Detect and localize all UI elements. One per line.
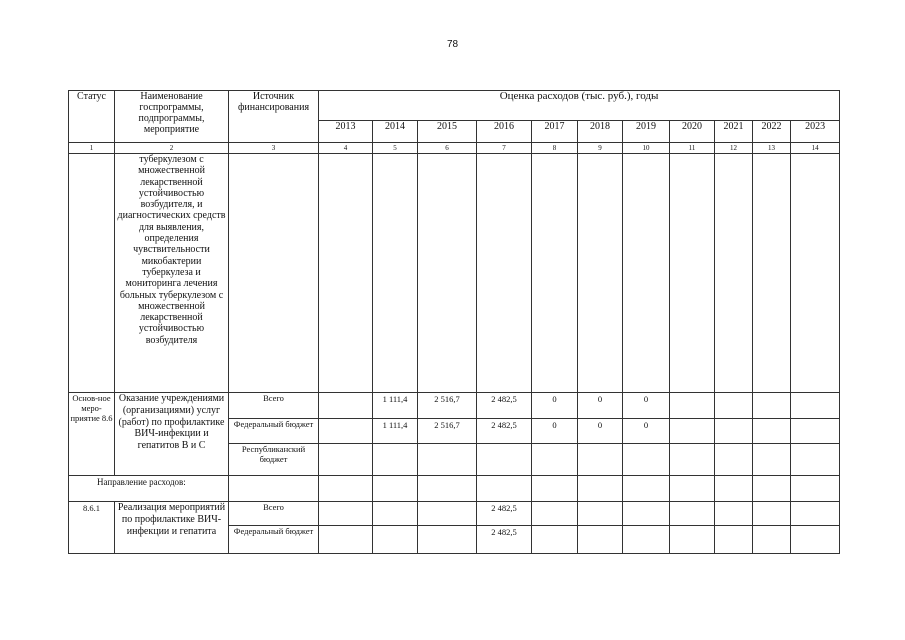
value-cell xyxy=(418,502,477,526)
value-cell: 2 516,7 xyxy=(418,419,477,444)
funding-source: Республиканский бюджет xyxy=(229,444,319,476)
header-name: Наименование госпрограммы, подпрограммы, мероприятие xyxy=(115,91,229,143)
value-cell xyxy=(791,393,840,419)
column-number: 2 xyxy=(115,143,229,154)
value-cell xyxy=(670,502,715,526)
value-cell xyxy=(753,444,791,476)
value-cell: 2 482,5 xyxy=(477,419,532,444)
funding-source: Федеральный бюджет xyxy=(229,419,319,444)
column-number: 11 xyxy=(670,143,715,154)
value-cell: 1 111,4 xyxy=(373,393,418,419)
value-cell: 0 xyxy=(532,419,578,444)
value-cell xyxy=(670,444,715,476)
value-cell xyxy=(791,526,840,554)
value-cell xyxy=(670,419,715,444)
value-cell xyxy=(373,444,418,476)
value-cell xyxy=(791,502,840,526)
header-year: 2014 xyxy=(373,121,418,143)
header-year: 2013 xyxy=(319,121,373,143)
value-cell xyxy=(319,526,373,554)
value-cell xyxy=(532,526,578,554)
header-status: Статус xyxy=(69,91,115,143)
value-cell xyxy=(373,526,418,554)
column-number: 3 xyxy=(229,143,319,154)
value-cell xyxy=(319,502,373,526)
value-cell xyxy=(418,444,477,476)
header-year: 2023 xyxy=(791,121,840,143)
value-cell xyxy=(578,444,623,476)
value-cell xyxy=(532,444,578,476)
column-number: 10 xyxy=(623,143,670,154)
value-cell xyxy=(670,393,715,419)
funding-source: Всего xyxy=(229,393,319,419)
event-status: Основ-ное меро-приятие 8.6 xyxy=(69,393,115,476)
event-name: Реализация мероприятий по профилактике ВИЧ-инфекции и гепатита xyxy=(115,502,229,554)
column-number: 8 xyxy=(532,143,578,154)
header-year: 2015 xyxy=(418,121,477,143)
value-cell xyxy=(715,419,753,444)
value-cell xyxy=(670,526,715,554)
column-number: 6 xyxy=(418,143,477,154)
header-year: 2017 xyxy=(532,121,578,143)
value-cell: 2 482,5 xyxy=(477,502,532,526)
funding-source: Всего xyxy=(229,502,319,526)
value-cell xyxy=(319,444,373,476)
event-status: 8.6.1 xyxy=(69,502,115,554)
value-cell: 0 xyxy=(623,419,670,444)
value-cell: 2 516,7 xyxy=(418,393,477,419)
value-cell: 0 xyxy=(578,419,623,444)
value-cell: 1 111,4 xyxy=(373,419,418,444)
column-number: 14 xyxy=(791,143,840,154)
column-number: 4 xyxy=(319,143,373,154)
header-year: 2019 xyxy=(623,121,670,143)
value-cell xyxy=(753,526,791,554)
value-cell xyxy=(418,526,477,554)
header-year: 2018 xyxy=(578,121,623,143)
value-cell: 0 xyxy=(623,393,670,419)
page-number: 78 xyxy=(446,39,459,50)
table-row xyxy=(69,476,840,502)
value-cell xyxy=(319,419,373,444)
table-row xyxy=(69,502,840,526)
column-number: 9 xyxy=(578,143,623,154)
column-number: 7 xyxy=(477,143,532,154)
value-cell xyxy=(532,502,578,526)
value-cell xyxy=(623,502,670,526)
value-cell: 0 xyxy=(578,393,623,419)
event-name: Оказание учреждениями (организациями) услуг (работ) по профилактике ВИЧ-инфекции и гепатитов В и С xyxy=(115,393,229,476)
header-year: 2016 xyxy=(477,121,532,143)
header-expenses: Оценка расходов (тыс. руб.), годы xyxy=(319,91,840,121)
value-cell xyxy=(715,502,753,526)
value-cell xyxy=(715,526,753,554)
table-row xyxy=(69,393,840,419)
column-number: 5 xyxy=(373,143,418,154)
column-number: 1 xyxy=(69,143,115,154)
value-cell xyxy=(623,526,670,554)
value-cell xyxy=(319,393,373,419)
funding-source: Федеральный бюджет xyxy=(229,526,319,554)
value-cell xyxy=(477,444,532,476)
value-cell xyxy=(715,444,753,476)
value-cell xyxy=(578,502,623,526)
value-cell xyxy=(623,444,670,476)
value-cell xyxy=(791,419,840,444)
value-cell xyxy=(753,502,791,526)
value-cell xyxy=(715,393,753,419)
header-year: 2021 xyxy=(715,121,753,143)
direction-label: Направление расходов: xyxy=(69,476,229,502)
table-row xyxy=(69,154,840,393)
column-number: 13 xyxy=(753,143,791,154)
column-number: 12 xyxy=(715,143,753,154)
value-cell xyxy=(578,526,623,554)
value-cell xyxy=(791,444,840,476)
header-year: 2022 xyxy=(753,121,791,143)
value-cell: 0 xyxy=(532,393,578,419)
value-cell xyxy=(753,393,791,419)
header-year: 2020 xyxy=(670,121,715,143)
header-source: Источник финансирования xyxy=(229,91,319,143)
value-cell xyxy=(753,419,791,444)
value-cell: 2 482,5 xyxy=(477,393,532,419)
continuation-text: туберкулезом с множественной лекарственной устойчивостью возбудителя, и диагностических средств для выявления, определения чувствительности микобактерии туберкулеза и мониторинга лечения больных туберкулезом с множественной лекарственной устойчивостью возбудителя xyxy=(115,154,229,393)
value-cell: 2 482,5 xyxy=(477,526,532,554)
value-cell xyxy=(373,502,418,526)
budget-table xyxy=(68,90,840,554)
